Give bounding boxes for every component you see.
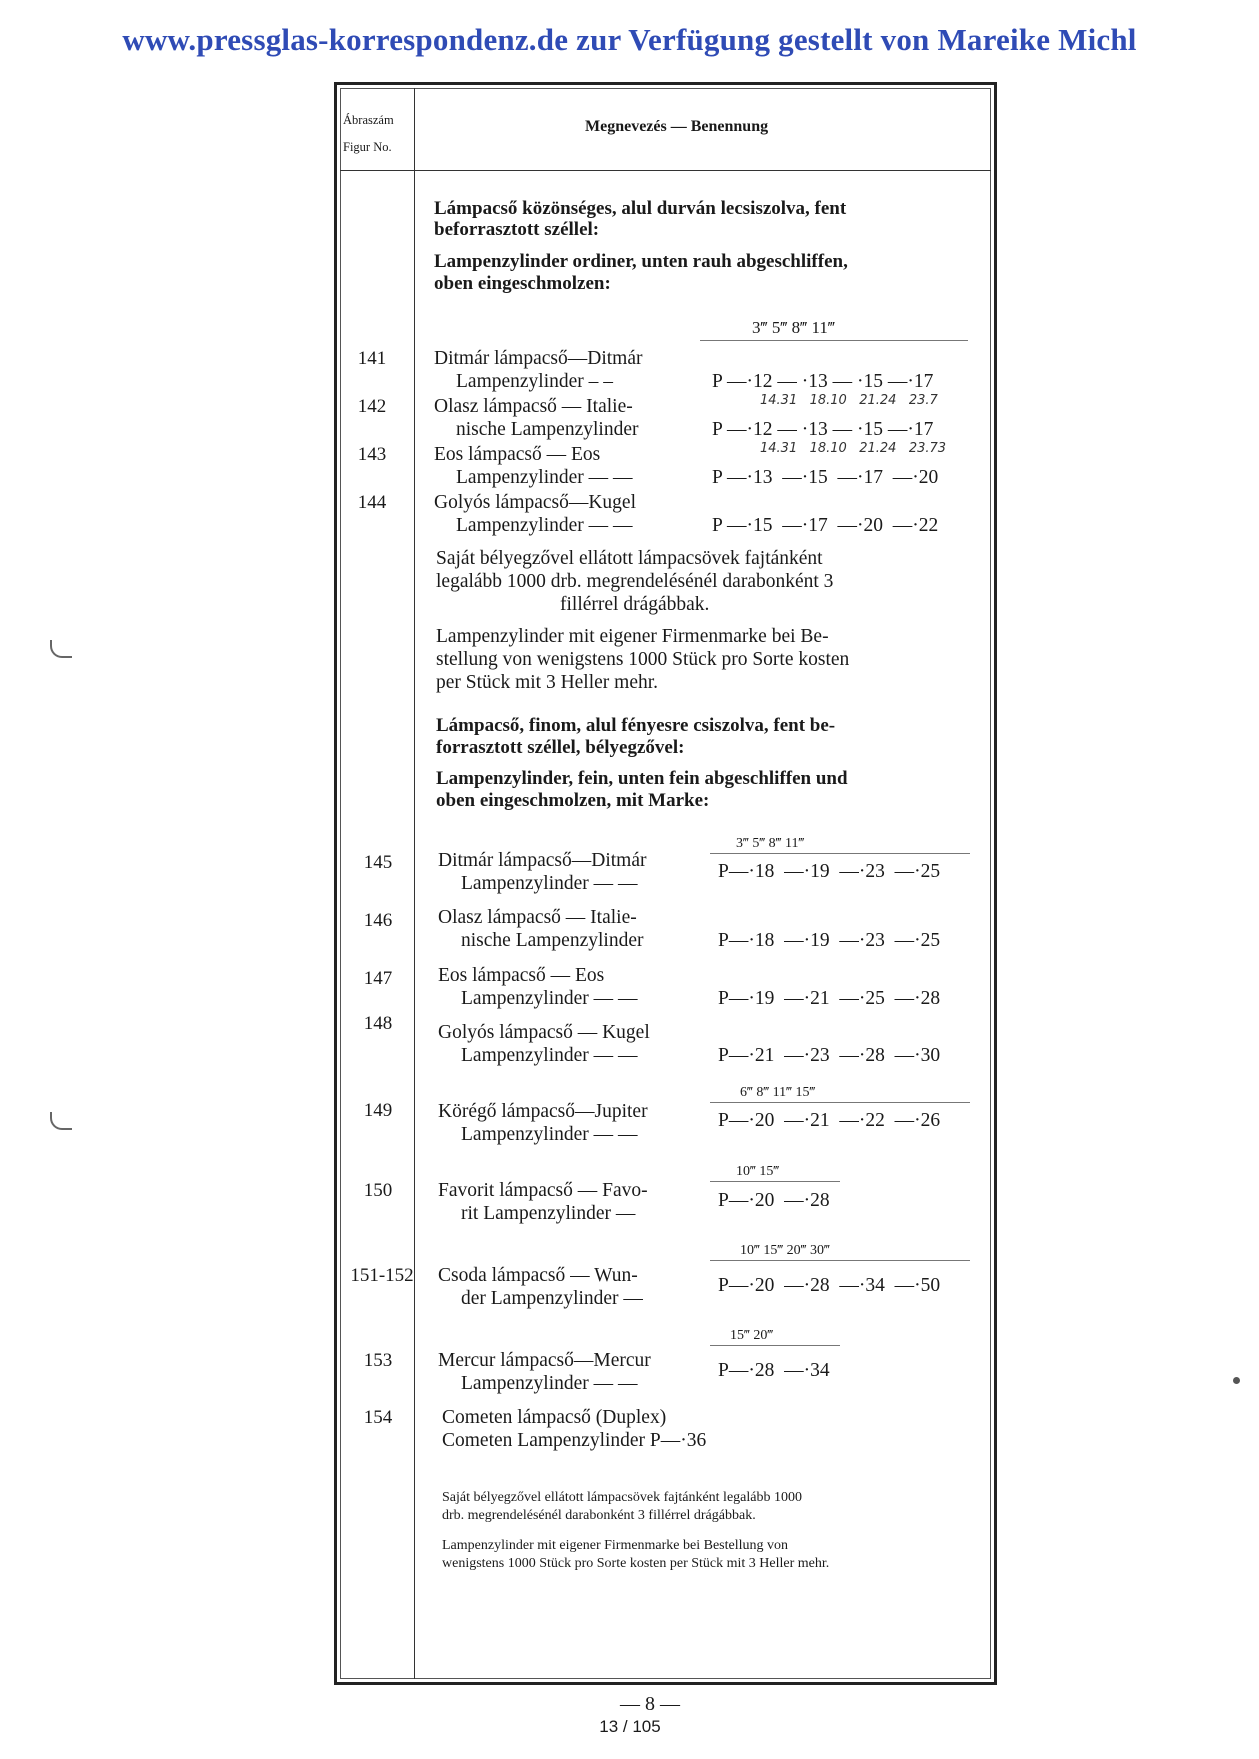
sec2-title-de-2: oben eingeschmolzen, mit Marke: bbox=[436, 790, 710, 811]
sec1-note-de-1: Lampenzylinder mit eigener Firmenmarke bei Be- bbox=[436, 626, 829, 647]
sec1-note-de-3: per Stück mit 3 Heller mehr. bbox=[436, 672, 659, 693]
sec2-note-de-2: wenigstens 1000 Stück pro Sorte kosten per Stück mit 3 Heller mehr. bbox=[442, 1556, 830, 1571]
page-header-link[interactable]: www.pressglas-korrespondenz.de zur Verfügung gestellt von Mareike Michl bbox=[122, 22, 1137, 57]
item-number: 153 bbox=[363, 1350, 393, 1371]
sizes-rule bbox=[710, 853, 970, 854]
item-price: P—·19 —·21 —·25 —·28 bbox=[718, 988, 941, 1009]
scan-dot bbox=[1233, 1377, 1240, 1384]
sec1-title-hu-1: Lámpacső közönséges, alul durván lecsiszolva, fent bbox=[434, 198, 847, 219]
item-name-line2: Cometen Lampenzylinder P—·36 bbox=[442, 1430, 707, 1451]
sec2-sizes-e: 15‴ 20‴ bbox=[730, 1328, 774, 1343]
item-number: 145 bbox=[363, 852, 393, 873]
item-name-line1: Ditmár lámpacső—Ditmár bbox=[438, 850, 647, 871]
column-divider bbox=[414, 88, 415, 1679]
sec1-note-hu-3: fillérrel drágábbak. bbox=[560, 594, 710, 615]
sizes-rule bbox=[710, 1181, 840, 1182]
item-price: P—·18 —·19 —·23 —·25 bbox=[718, 930, 941, 951]
item-name-line1: Favorit lámpacső — Favo- bbox=[438, 1180, 648, 1201]
item-name-line1: Csoda lámpacső — Wun- bbox=[438, 1265, 638, 1286]
col1-header-de: Figur No. bbox=[343, 140, 392, 154]
item-name-line2: Lampenzylinder — — bbox=[461, 873, 638, 894]
sec1-title-de-2: oben eingeschmolzen: bbox=[434, 273, 611, 294]
sec2-sizes-a: 3‴ 5‴ 8‴ 11‴ bbox=[736, 836, 805, 851]
item-number: 148 bbox=[363, 1013, 393, 1034]
item-name-line2: Lampenzylinder — — bbox=[461, 1124, 638, 1145]
item-name-line2: Lampenzylinder — — bbox=[461, 1045, 638, 1066]
sec2-note-hu-2: drb. megrendelésénél darabonként 3 fillérrel drágábbak. bbox=[442, 1508, 756, 1523]
item-name-line2: nische Lampenzylinder bbox=[456, 419, 639, 440]
sizes-rule bbox=[710, 1260, 970, 1261]
sec2-sizes-c: 10‴ 15‴ bbox=[736, 1164, 780, 1179]
item-name-line1: Olasz lámpacső — Italie- bbox=[438, 907, 637, 928]
item-name-line2: Lampenzylinder — — bbox=[461, 1373, 638, 1394]
scan-mark bbox=[50, 640, 72, 658]
pager-indicator: 13 / 105 bbox=[599, 1717, 661, 1736]
item-number: 147 bbox=[363, 968, 393, 989]
item-name-line1: Cometen lámpacső (Duplex) bbox=[442, 1407, 667, 1428]
item-price: P —·12 — ·13 — ·15 —·17 bbox=[712, 419, 934, 440]
item-price: P—·20 —·28 —·34 —·50 bbox=[718, 1275, 941, 1296]
sec2-sizes-b: 6‴ 8‴ 11‴ 15‴ bbox=[740, 1085, 816, 1100]
item-name-line2: Lampenzylinder — — bbox=[461, 988, 638, 1009]
item-price: P—·28 —·34 bbox=[718, 1360, 830, 1381]
item-number: 151-152 bbox=[350, 1265, 414, 1286]
item-number: 142 bbox=[357, 396, 387, 417]
sec1-title-hu-2: beforrasztott széllel: bbox=[434, 219, 600, 240]
sizes-rule bbox=[710, 1345, 840, 1346]
sec1-sizes: 3‴ 5‴ 8‴ 11‴ bbox=[752, 318, 835, 337]
item-name-line2: Lampenzylinder – – bbox=[456, 371, 614, 392]
page-number: — 8 — bbox=[620, 1693, 680, 1715]
sizes-rule bbox=[710, 1102, 970, 1103]
item-name-line2: rit Lampenzylinder — bbox=[461, 1203, 636, 1224]
sec1-title-de-1: Lampenzylinder ordiner, unten rauh abgeschliffen, bbox=[434, 251, 848, 272]
item-name-line1: Golyós lámpacső—Kugel bbox=[434, 492, 637, 513]
sec1-note-hu-1: Saját bélyegzővel ellátott lámpacsövek fajtánként bbox=[436, 548, 823, 569]
col1-header-hu: Ábraszám bbox=[343, 113, 394, 127]
item-number: 154 bbox=[363, 1407, 393, 1428]
item-number: 144 bbox=[357, 492, 387, 513]
item-name-line1: Eos lámpacső — Eos bbox=[438, 965, 605, 986]
sec2-title-hu-2: forrasztott széllel, bélyegzővel: bbox=[436, 737, 685, 758]
sec1-note-de-2: stellung von wenigstens 1000 Stück pro Sorte kosten bbox=[436, 649, 850, 670]
item-name-line2: Lampenzylinder — — bbox=[456, 467, 633, 488]
item-number: 150 bbox=[363, 1180, 393, 1201]
scan-mark bbox=[50, 1112, 72, 1130]
item-number: 146 bbox=[363, 910, 393, 931]
item-name-line1: Golyós lámpacső — Kugel bbox=[438, 1022, 650, 1043]
item-price: P —·13 —·15 —·17 —·20 bbox=[712, 467, 939, 488]
item-name-line1: Ditmár lámpacső—Ditmár bbox=[434, 348, 643, 369]
item-name-line2: Lampenzylinder — — bbox=[456, 515, 633, 536]
item-name-line2: nische Lampenzylinder bbox=[461, 930, 644, 951]
sec2-title-de-1: Lampenzylinder, fein, unten fein abgeschliffen und bbox=[436, 768, 848, 789]
sec2-note-hu-1: Saját bélyegzővel ellátott lámpacsövek fajtánként legalább 1000 bbox=[442, 1490, 802, 1505]
item-price: P —·15 —·17 —·20 —·22 bbox=[712, 515, 939, 536]
item-price: P—·20 —·21 —·22 —·26 bbox=[718, 1110, 941, 1131]
sec2-title-hu-1: Lámpacső, finom, alul fényesre csiszolva, fent be- bbox=[436, 715, 836, 736]
item-number: 141 bbox=[357, 348, 387, 369]
sec2-sizes-d: 10‴ 15‴ 20‴ 30‴ bbox=[740, 1243, 830, 1258]
item-price: P—·21 —·23 —·28 —·30 bbox=[718, 1045, 941, 1066]
handwritten-price-note: 14.31 18.10 21.24 23.7 bbox=[760, 393, 938, 408]
sec2-note-de-1: Lampenzylinder mit eigener Firmenmarke bei Bestellung von bbox=[442, 1538, 789, 1553]
item-price: P—·18 —·19 —·23 —·25 bbox=[718, 861, 941, 882]
item-name-line2: der Lampenzylinder — bbox=[461, 1288, 643, 1309]
item-number: 143 bbox=[357, 444, 387, 465]
item-name-line1: Olasz lámpacső — Italie- bbox=[434, 396, 633, 417]
handwritten-price-note: 14.31 18.10 21.24 23.73 bbox=[760, 441, 947, 456]
item-name-line1: Mercur lámpacső—Mercur bbox=[438, 1350, 651, 1371]
item-price: P —·12 — ·13 — ·15 —·17 bbox=[712, 371, 934, 392]
item-name-line1: Körégő lámpacső—Jupiter bbox=[438, 1101, 648, 1122]
header-rule bbox=[340, 170, 991, 171]
sizes-rule bbox=[700, 340, 968, 341]
item-name-line1: Eos lámpacső — Eos bbox=[434, 444, 601, 465]
item-number: 149 bbox=[363, 1100, 393, 1121]
item-price: P—·20 —·28 bbox=[718, 1190, 830, 1211]
sec1-note-hu-2: legalább 1000 drb. megrendelésénél darabonként 3 bbox=[436, 571, 834, 592]
col2-header: Megnevezés — Benennung bbox=[585, 118, 769, 135]
